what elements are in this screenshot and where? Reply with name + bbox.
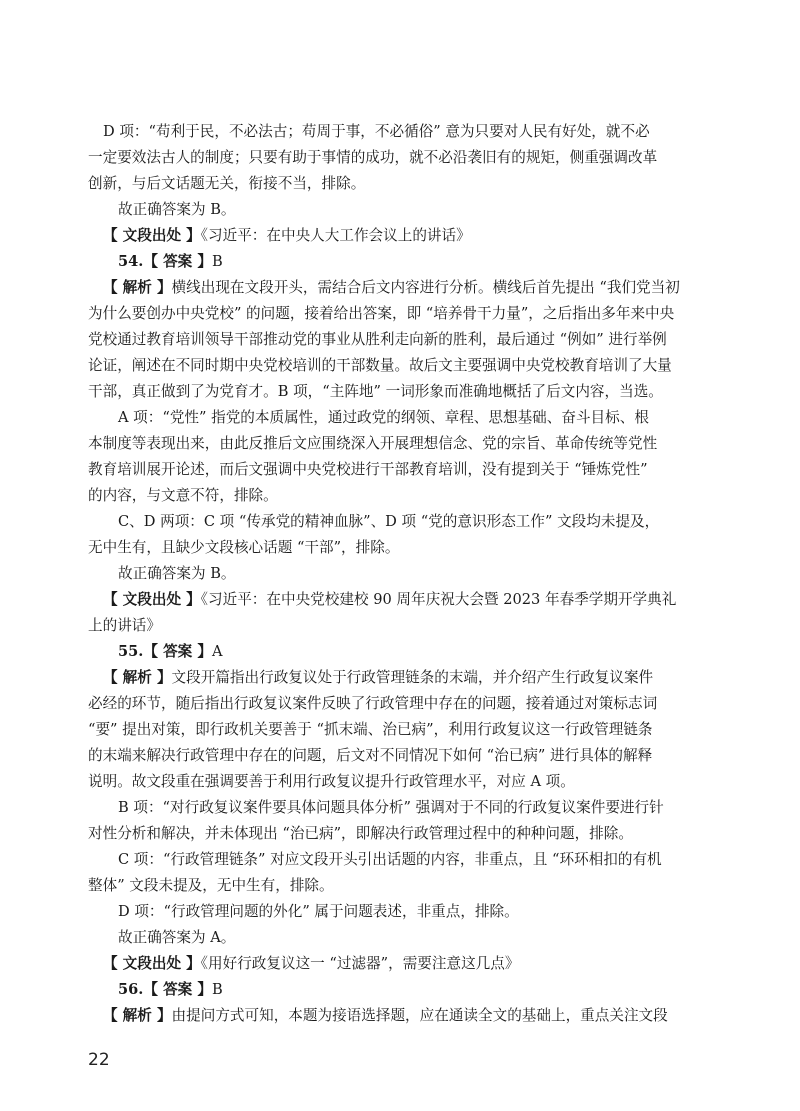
line-text: “要” 提出对策，即行政机关要善于 “抓末端、治已病”，利用行政复议这一行政管理链条: [88, 721, 653, 738]
text-line: [103, 278, 680, 298]
text-line: [103, 668, 653, 688]
line-text: B 项：“对行政复议案件要具体问题具体分析” 强调对于不同的行政复议案件要进行针: [118, 799, 664, 816]
section-tag: 【 文段出处 】: [103, 227, 201, 244]
text-line: [118, 980, 223, 1000]
text-line: [118, 798, 664, 818]
page-number: 22: [88, 1050, 110, 1070]
text-line: [88, 824, 633, 844]
text-line: [118, 564, 236, 584]
section-tag: 【 解析 】: [103, 669, 172, 686]
line-text: C 项：“行政管理链条” 对应文段开头引出话题的内容，非重点，且 “环环相扣的有机: [118, 851, 662, 868]
line-text: 故正确答案为 A。: [118, 929, 236, 946]
line-text: A: [211, 643, 223, 660]
line-text: 创新，与后文话题无关，衔接不当，排除。: [88, 175, 366, 192]
line-text: 《习近平：在中央党校建校 90 周年庆祝大会暨 2023 年春季学期开学典礼: [200, 591, 677, 608]
line-text: 教育培训展开论述，而后文强调中央党校进行干部教育培训，没有提到关于 “锤炼党性”: [88, 461, 648, 478]
section-tag: 55.【 答案 】: [118, 643, 212, 660]
section-tag: 【 解析 】: [103, 1007, 172, 1024]
text-line: [103, 226, 471, 246]
section-tag: 54.【 答案 】: [118, 253, 212, 270]
line-text: 由提问方式可知，本题为接语选择题，应在通读全文的基础上，重点关注文段: [171, 1007, 668, 1024]
text-line: [88, 772, 575, 792]
text-line: [88, 746, 652, 766]
text-line: [118, 252, 223, 272]
section-tag: 56.【 答案 】: [118, 981, 212, 998]
line-text: 本制度等表现出来，由此反推后文应围绕深入开展理想信念、党的宗旨、革命传统等党性: [88, 435, 658, 452]
text-line: [118, 512, 659, 532]
line-text: 无中生有，且缺少文段核心话题 “干部”，排除。: [88, 539, 400, 556]
text-line: [88, 460, 648, 480]
line-text: B: [211, 981, 223, 998]
line-text: 对性分析和解决，并未体现出 “治已病”，即解决行政管理过程中的种种问题，排除。: [88, 825, 633, 842]
line-text: 的内容，与文意不符，排除。: [88, 487, 278, 504]
line-text: D 项：“行政管理问题的外化” 属于问题表述，非重点，排除。: [118, 903, 519, 920]
text-line: [88, 616, 161, 636]
line-text: 干部，真正做到了为党育才。B 项，“主阵地” 一词形象而准确地概括了后文内容，当选。: [88, 383, 663, 400]
line-text: 论证，阐述在不同时期中央党校培训的干部数量。故后文主要强调中央党校教育培训了大量: [88, 357, 672, 374]
text-line: [88, 330, 667, 350]
text-line: [103, 1006, 668, 1026]
text-line: [118, 642, 222, 662]
line-text: 《用好行政复议这一 “过滤器”，需要注意这几点》: [200, 955, 520, 972]
text-line: [103, 954, 519, 974]
section-tag: 【 文段出处 】: [103, 591, 201, 608]
line-text: 一定要效法古人的制度；只要有助于事情的成功，就不必沿袭旧有的规矩，侧重强调改革: [88, 149, 658, 166]
line-text: 党校通过教育培训领导干部推动党的事业从胜利走向新的胜利，最后通过 “例如” 进行举例: [88, 331, 667, 348]
line-text: 横线出现在文段开头，需结合后文内容进行分析。横线后首先提出 “我们党当初: [171, 279, 680, 296]
text-line: [88, 356, 672, 376]
text-line: [88, 486, 278, 506]
line-text: B: [211, 253, 223, 270]
text-line: [88, 382, 663, 402]
line-text: 的末端来解决行政管理中存在的问题，后文对不同情况下如何 “治已病” 进行具体的解释: [88, 747, 653, 764]
text-line: [103, 122, 650, 142]
text-line: [88, 694, 657, 714]
text-line: [88, 148, 657, 168]
line-text: 说明。故文段重在强调要善于利用行政复议提升行政管理水平，对应 A 项。: [88, 773, 575, 790]
text-line: [118, 928, 235, 948]
text-line: [118, 850, 662, 870]
text-line: [118, 200, 236, 220]
text-line: [118, 902, 519, 922]
line-text: 整体” 文段未提及，无中生有，排除。: [88, 877, 334, 894]
line-text: 《习近平：在中央人大工作会议上的讲话》: [200, 227, 471, 244]
text-line: [88, 174, 365, 194]
section-tag: 【 文段出处 】: [103, 955, 201, 972]
text-line: [103, 590, 676, 610]
text-line: [88, 720, 653, 740]
line-text: C、D 两项：C 项 “传承党的精神血脉”、D 项 “党的意识形态工作” 文段均未提及，: [118, 513, 660, 530]
line-text: 上的讲话》: [88, 617, 161, 634]
text-line: [88, 538, 399, 558]
line-text: 故正确答案为 B。: [118, 201, 236, 218]
text-line: [88, 434, 657, 454]
line-text: 故正确答案为 B。: [118, 565, 236, 582]
text-line: [118, 408, 649, 428]
section-tag: 【 解析 】: [103, 279, 172, 296]
line-text: 必经的环节，随后指出行政复议案件反映了行政管理中存在的问题，接着通过对策标志词: [88, 695, 658, 712]
line-text: D 项：“苟利于民，不必法古；苟周于事，不必循俗” 意为只要对人民有好处，就不必: [103, 123, 650, 140]
text-line: [88, 876, 334, 896]
line-text: 文段开篇指出行政复议处于行政管理链条的末端，并介绍产生行政复议案件: [171, 669, 654, 686]
line-text: A 项：“党性” 指党的本质属性，通过政党的纲领、章程、思想基础、奋斗目标、根: [118, 409, 649, 426]
text-line: [88, 304, 674, 324]
line-text: 为什么要创办中央党校” 的问题，接着给出答案，即 “培养骨干力量”，之后指出多年来中央: [88, 305, 675, 322]
